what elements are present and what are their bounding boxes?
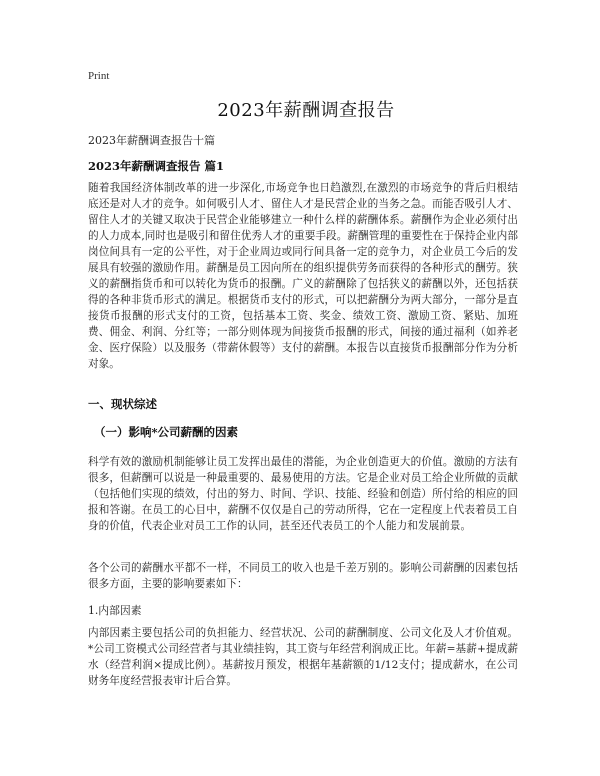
print-label[interactable]: Print bbox=[88, 70, 110, 82]
internal-factors-paragraph: 内部因素主要包括公司的负担能力、经营状况、公司的薪酬制度、公司文化及人才价值观。*公司工资模式公司经营者与其业绩挂钩，其工资与年经营利润成正比。年薪=基薪+提成薪水（经营利润×提成比例）。基薪按月预发，根据年基薪额的1/12支付；提成薪水，在公司财务年度经营报表审计后合算。 bbox=[88, 627, 518, 687]
section-heading-overview: 一、现状综述 bbox=[88, 397, 157, 411]
intro-paragraph: 随着我国经济体制改革的进一步深化,市场竞争也日趋激烈,在激烈的市场竞争的背后归根结底还是对人才的竞争。如何吸引人才、留住人才是民营企业的当务之急。而能否吸引人才、留住人才的关键又取决于民营企业能够建立一种什么样的薪酬体系。薪酬作为企业必须付出的人力成本,同时也是吸引和留住优秀人才的重要手段。薪酬管理的重要性在于保持企业内部岗位间具有一定的公平性，对于企业周边或同行间具备一定的竞争力，对企业员工今后的发展具有较强的激励作用。薪酬是员工因向所在的组织提供劳务而获得的各种形式的酬劳。狭义的薪酬指货币和可以转化为货币的报酬。广义的薪酬除了包括狭义的薪酬以外，还包括获得的各种非货币形式的满足。根据货币支付的形式，可以把薪酬分为两大部分，一部分是直接货币报酬的形式支付的工资，包括基本工资、奖金、绩效工资、激励工资、紧贴、加班费、佣金、利润、分红等；一部分则体现为间接货币报酬的形式，间接的通过福利（如养老金、医疗保险）以及服务（带薪休假等）支付的薪酬。本报告以直接货币报酬部分作为分析对象。 bbox=[88, 182, 518, 370]
document-title: 2023年薪酬调查报告 bbox=[217, 100, 395, 121]
section-subheading-factors: （一）影响*公司薪酬的因素 bbox=[94, 425, 239, 439]
motivation-paragraph: 科学有效的激励机制能够让员工发挥出最佳的潜能，为企业创造更大的价值。激励的方法有很多，但薪酬可以说是一种最重要的、最易使用的方法。它是企业对员工给企业所做的贡献（包括他们实现的绩效，付出的努力、时间、学识、技能、经验和创造）所付给的相应的回报和答谢。在员工的心目中，薪酬不仅仅是自己的劳动所得，它在一定程度上代表着员工自身的价值，代表企业对员工工作的认同，甚至还代表员工的个人能力和发展前景。 bbox=[88, 456, 518, 532]
chapter-heading: 2023年薪酬调查报告 篇1 bbox=[88, 159, 225, 173]
document-subtitle: 2023年薪酬调查报告十篇 bbox=[88, 134, 215, 147]
factors-paragraph: 各个公司的薪酬水平都不一样，不同员工的收入也是千差万别的。影响公司薪酬的因素包括很多方面，主要的影响要素如下： bbox=[88, 562, 518, 590]
internal-factors-heading: 1.内部因素 bbox=[88, 604, 142, 617]
